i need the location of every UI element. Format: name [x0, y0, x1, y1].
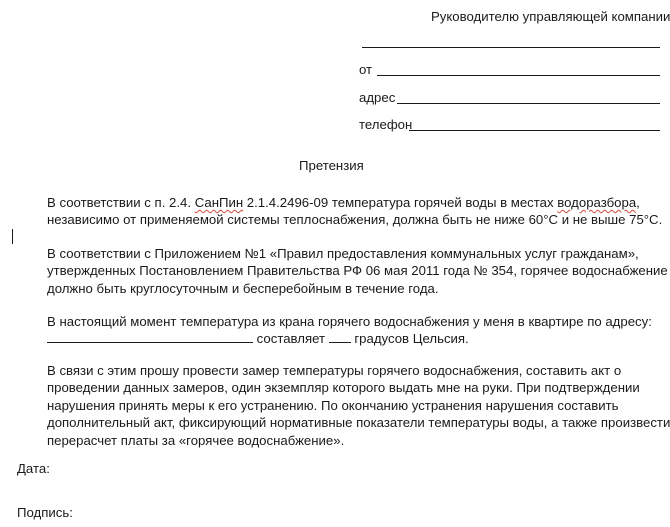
paragraph-line: проведении данных замеров, один экземпляр которого выдать мне на руки. При подтверждении — [47, 380, 640, 396]
recipient-name-field[interactable] — [362, 47, 660, 48]
recipient-line: Руководителю управляющей компании — [431, 9, 670, 24]
paragraph-line: утвержденных Постановлением Правительства РФ 06 мая 2011 года № 354, горячее водоснабжение — [47, 263, 668, 279]
date-label: Дата: — [17, 461, 50, 476]
phone-label: телефон — [359, 117, 413, 132]
text-run: составляет — [253, 331, 329, 347]
text-cursor — [12, 229, 13, 244]
document-title: Претензия — [299, 158, 364, 173]
paragraph-rules — [47, 245, 668, 297]
address-label: адрес — [359, 90, 396, 105]
paragraph-line: В соответствии с Приложением №1 «Правил предоставления коммунальных услуг гражданам», — [47, 246, 639, 261]
from-field[interactable] — [377, 75, 660, 76]
text-run: 2.1.4.2496-09 температура горячей воды в местах — [243, 195, 558, 210]
paragraph-request — [47, 362, 670, 449]
paragraph-line: независимо от применяемой системы теплоснабжения, должна быть не ниже 60°С и не выше 75°С. — [47, 212, 663, 228]
paragraph-line: дополнительный акт, фиксирующий нормативные показатели температуры воды, а также произвести — [47, 415, 670, 431]
paragraph-line: перерасчет платы за «горячее водоснабжение». — [47, 432, 345, 448]
paragraph-line: В связи с этим прошу провести замер температуры горячего водоснабжения, составить акт о — [47, 363, 622, 378]
paragraph-line: должно быть круглосуточным и бесперебойным в течение года. — [47, 280, 439, 296]
from-label: от — [359, 62, 373, 77]
paragraph-current-temperature — [47, 313, 652, 348]
paragraph-line: нарушения принять меры к его устранению. По окончанию устранения нарушения составить — [47, 397, 619, 413]
paragraph-line: В настоящий момент температура из крана горячего водоснабжения у меня в квартире по адресу: — [47, 314, 652, 329]
address-blank-field[interactable] — [47, 330, 253, 343]
paragraph-sanpin — [47, 194, 662, 229]
phone-field[interactable] — [409, 130, 660, 131]
text-run: В соответствии с п. 2.4. — [47, 195, 195, 210]
paragraph-line — [47, 194, 662, 211]
signature-label: Подпись: — [17, 505, 73, 520]
text-run: градусов Цельсия. — [350, 331, 469, 347]
paragraph-line — [47, 330, 652, 347]
spellcheck-word: СанПин — [194, 195, 244, 210]
temperature-blank-field[interactable] — [329, 330, 351, 343]
spellcheck-word: водоразбора — [557, 195, 637, 210]
text-run: , — [636, 195, 640, 210]
address-field[interactable] — [397, 103, 660, 104]
